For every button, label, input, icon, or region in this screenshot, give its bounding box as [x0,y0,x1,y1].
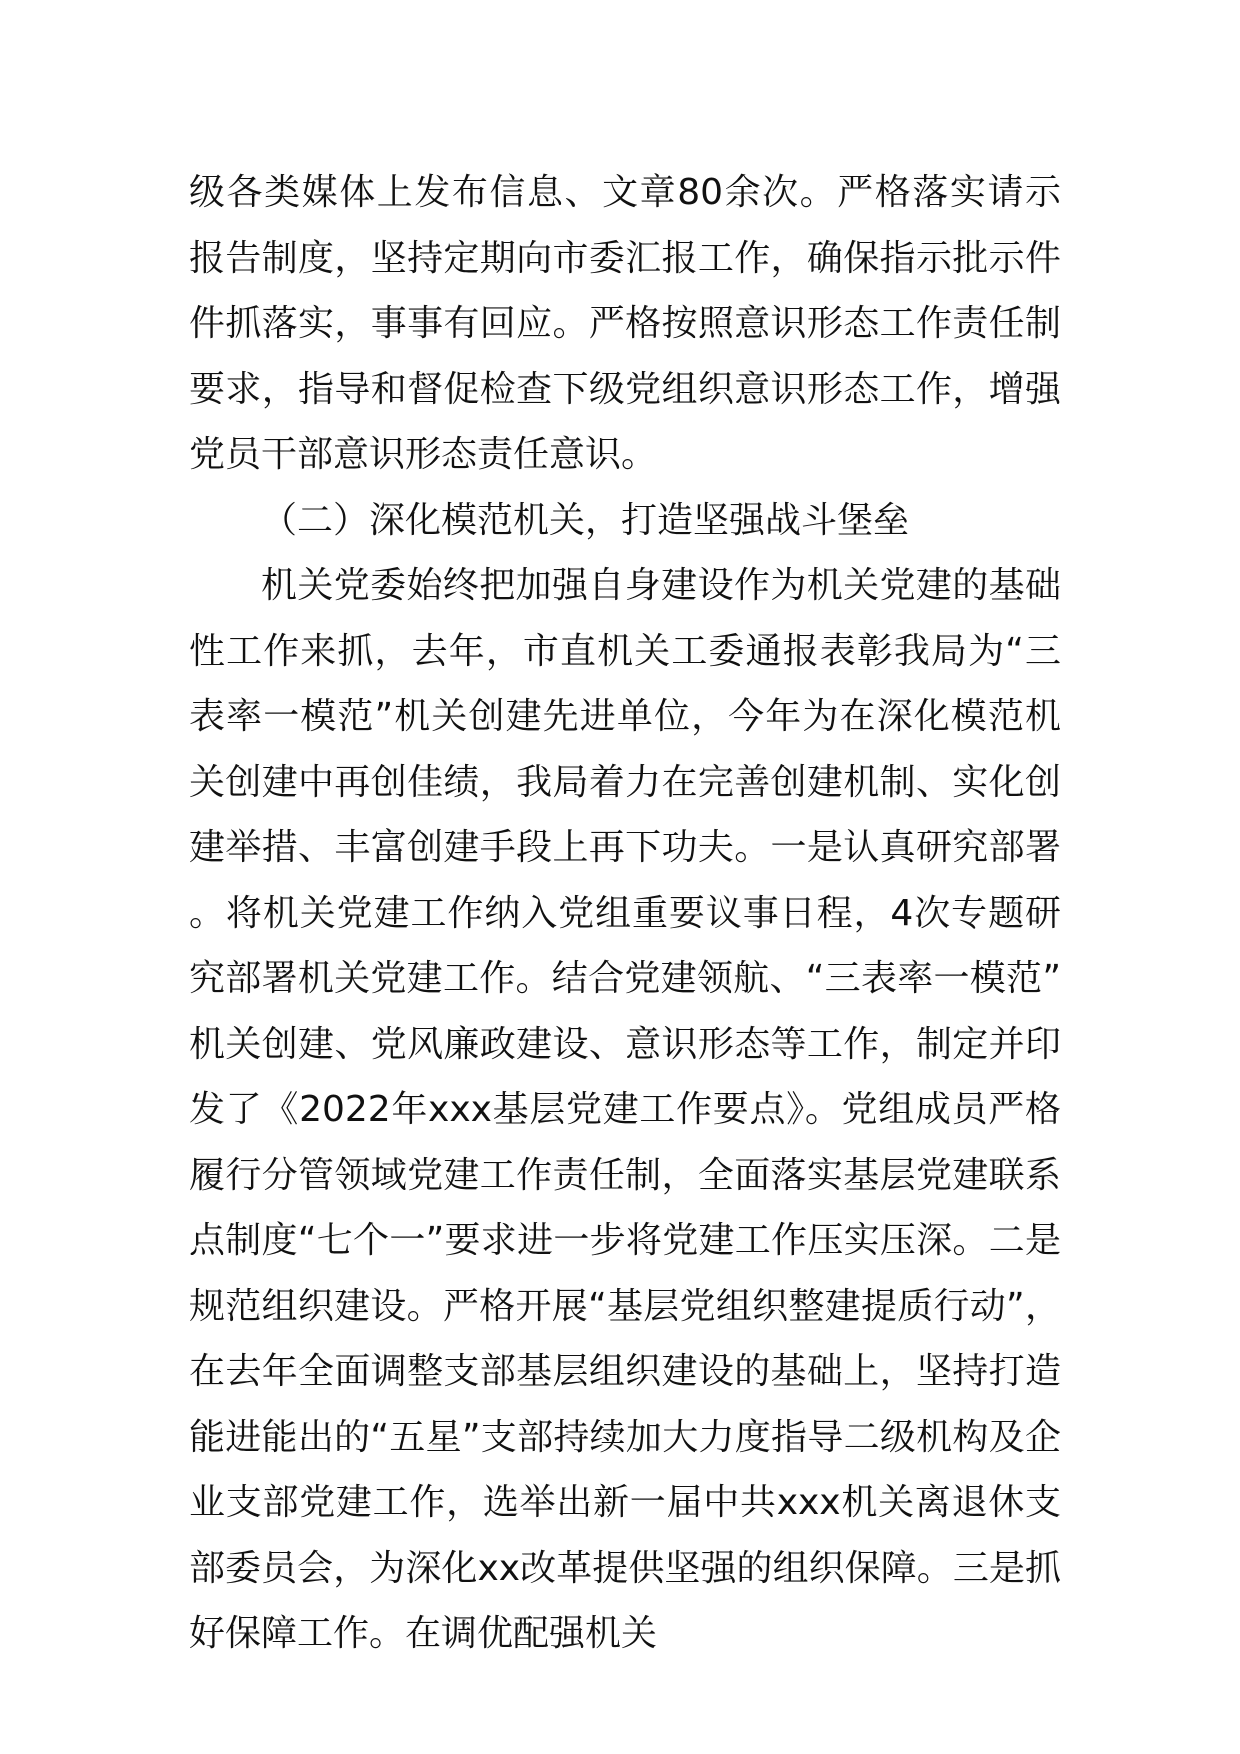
paragraph-continuation: 级各类媒体上发布信息、文章80余次。严格落实请示报告制度，坚持定期向市委汇报工作，确保指示批示件件抓落实，事事有回应。严格按照意识形态工作责任制要求，指导和督促检查下级党组织意识形态工作，增强党员干部意识形态责任意识。 [189,172,1061,475]
paragraph-body: 机关党委始终把加强自身建设作为机关党建的基础性工作来抓，去年，市直机关工委通报表彰我局为“三表率一模范”机关创建先进单位，今年为在深化模范机关创建中再创佳绩，我局着力在完善创建机制、实化创建举措、丰富创建手段上再下功夫。一是认真研究部署。将机关党建工作纳入党组重要议事日程，4次专题研究部署机关党建工作。结合党建领航、“三表率一模范”机关创建、党风廉政建设、意识形态等工作，制定并印发了《2022年xxx基层党建工作要点》。党组成员严格履行分管领域党建工作责任制，全面落实基层党建联系点制度“七个一”要求进一步将党建工作压实压深。二是规范组织建设。严格开展“基层党组织整建提质行动”，在去年全面调整支部基层组织建设的基础上，坚持打造能进能出的“五星”支部持续加大力度指导二级机构及企业支部党建工作，选举出新一届中共xxx机关离退休支部委员会，为深化xx改革提供坚强的组织保障。三是抓好保障工作。在调优配强机关 [189,565,1061,1654]
section-heading: （二）深化模范机关，打造坚强战斗堡垒 [261,499,910,541]
document-body [189,160,1061,1667]
